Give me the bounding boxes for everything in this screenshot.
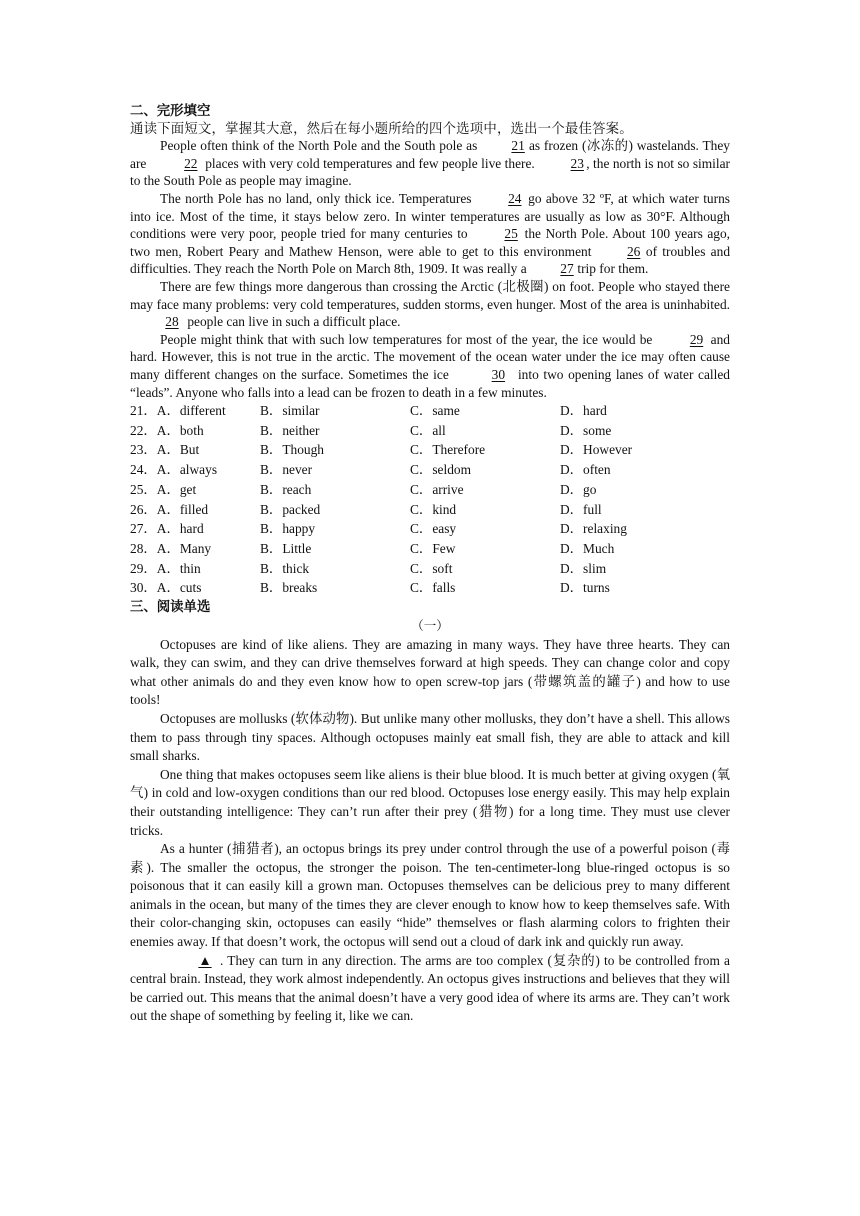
option-d[interactable]: D．full <box>560 501 602 517</box>
text: People often think of the North Pole and the South pole as <box>160 138 482 154</box>
cloze-paragraph-3 <box>130 278 730 331</box>
section-2-title: 二、完形填空 <box>130 103 211 118</box>
option-b[interactable]: B．Little <box>260 540 312 556</box>
option-c[interactable]: C．falls <box>410 580 456 596</box>
section-2-instruction: 通读下面短文，掌握其大意，然后在每小题所给的四个选项中，选出一个最佳答案。 <box>130 120 633 136</box>
blank-26: 26 <box>626 243 641 259</box>
text: people can live in such a difficult place. <box>184 314 401 330</box>
text: and hard. However, this is not true in the arctic. The movement of the ocean water under the ice may often cause many different changes on the surface. Sometimes the ice <box>130 331 730 382</box>
cloze-paragraph-1 <box>130 137 730 190</box>
option-b[interactable]: B．breaks <box>260 580 318 596</box>
option-c[interactable]: C．kind <box>410 501 457 517</box>
option-c[interactable]: C．arrive <box>410 481 464 497</box>
text: People might think that with such low temperatures for most of the year, the ice would be <box>160 331 657 347</box>
text: as frozen (冰冻的) wastelands. They are <box>130 138 730 171</box>
blank-21: 21 <box>511 138 525 154</box>
blank-27: 27 <box>560 261 574 277</box>
option-a[interactable]: 23．A．But <box>130 442 200 458</box>
passage-paragraph: Octopuses are kind of like aliens. They are amazing in many ways. They have three hearts. They can walk, they can swim, and they can drive themselves forward at high speeds. They can change color and copy what other animals do and they even know how to open screw-top jars (带螺筑盖的罐子) and how to use tools! <box>130 636 730 708</box>
option-b[interactable]: B．never <box>260 462 313 478</box>
option-b[interactable]: B．packed <box>260 501 321 517</box>
cloze-paragraph-4 <box>130 331 730 401</box>
option-d[interactable]: D．often <box>560 462 611 478</box>
option-c[interactable]: C．same <box>410 403 460 419</box>
passage-paragraph-last <box>130 952 730 1026</box>
option-row <box>130 539 730 559</box>
blank-30: 30 <box>491 366 506 382</box>
option-b[interactable]: B．neither <box>260 422 320 438</box>
text: . They can turn in any direction. The arms are too complex (复杂的) to be controlled from a central brain. Instead, they work almost independently. An octopus gives instructions and believes that they will be carried out. This means that the animal doesn’t have a very good idea of where its arms are. They can’t work out the shape of something by feeling it, like we can. <box>130 952 730 1024</box>
blank-24: 24 <box>508 190 522 206</box>
document-page <box>130 102 730 1026</box>
option-a[interactable]: 26．A．filled <box>130 501 209 517</box>
text: The north Pole has no land, only thick ice. Temperatures <box>160 190 476 206</box>
blank-29: 29 <box>689 331 704 347</box>
option-row <box>130 578 730 598</box>
option-d[interactable]: D．slim <box>560 560 607 576</box>
option-b[interactable]: B．happy <box>260 521 316 537</box>
option-c[interactable]: C．seldom <box>410 462 472 478</box>
passage-paragraph: Octopuses are mollusks (软体动物). But unlike many other mollusks, they don’t have a shell. This allows them to pass through tiny spaces. Although octopuses mainly eat small fish, they are able to attack and kill small sharks. <box>130 710 730 764</box>
option-a[interactable]: 25．A．get <box>130 481 197 497</box>
option-a[interactable]: 21．A．different <box>130 403 226 419</box>
option-a[interactable]: 29．A．thin <box>130 560 201 576</box>
option-a[interactable]: 27．A．hard <box>130 521 204 537</box>
option-b[interactable]: B．Though <box>260 442 324 458</box>
option-d[interactable]: D．relaxing <box>560 521 627 537</box>
text: There are few things more dangerous than crossing the Arctic (北极圈) on foot. People who stayed there may face many problems: very cold temperatures, sudden storms, even hunger. Most of the area is uninhabited. <box>130 278 730 312</box>
option-row <box>130 401 730 421</box>
option-d[interactable]: D．some <box>560 422 612 438</box>
blank-22: 22 <box>184 155 198 171</box>
text: trip for them. <box>574 261 649 277</box>
option-b[interactable]: B．reach <box>260 481 312 497</box>
option-row <box>130 500 730 520</box>
passage-paragraph: As a hunter (捕猎者), an octopus brings its prey under control through the use of a powerful poison (毒素). The smaller the octopus, the stronger the poison. The ten-centimeter-long blue-ringed octopus is so poisonous that it can easily kill a grown man. Octopuses themselves can be delicious prey to many different animals in the ocean, but many of the times they are clever enough to know how to keep themselves safe. With their color-changing skin, octopuses can easily “hide” themselves or flash alarming colors to frighten their enemies away. If that doesn’t work, the octopus will send out a cloud of dark ink and quickly run away. <box>130 841 730 950</box>
option-row <box>130 519 730 539</box>
option-d[interactable]: D．However <box>560 442 633 458</box>
section-3-title: 三、阅读单选 <box>130 598 211 614</box>
text: , the north is not so similar to the South Pole as people may imagine. <box>130 155 731 189</box>
blank-23: 23 <box>570 155 584 171</box>
text: of troubles and difficulties. They reach the North Pole on March 8th, 1909. It was really a <box>130 243 731 277</box>
blank-28: 28 <box>165 314 179 330</box>
cloze-paragraph-2 <box>130 190 730 278</box>
option-row <box>130 559 730 579</box>
option-b[interactable]: B．thick <box>260 560 310 576</box>
option-c[interactable]: C．Therefore <box>410 442 486 458</box>
option-a[interactable]: 28．A．Many <box>130 540 212 556</box>
option-row <box>130 460 730 480</box>
reading-passage <box>130 636 730 1026</box>
passage-number: （一） <box>411 618 449 633</box>
option-d[interactable]: D．turns <box>560 580 610 596</box>
option-c[interactable]: C．soft <box>410 560 453 576</box>
text: the North Pole. About 100 years ago, two men, Robert Peary and Mathew Henson, were able to get to this environment <box>130 226 731 259</box>
text: into two opening lanes of water called “leads”. Anyone who falls into a lead can be frozen to death in a few minutes. <box>130 366 730 400</box>
text: go above 32 ºF, at which water turns into ice. Most of the time, it stays below zero. In winter temperatures are usually as low as 30°F. Although conditions were very poor, people tried for many centuries to <box>130 190 730 242</box>
option-row <box>130 421 730 441</box>
options-list <box>130 401 730 598</box>
option-c[interactable]: C．all <box>410 422 446 438</box>
option-d[interactable]: D．hard <box>560 403 607 419</box>
option-a[interactable]: 22．A．both <box>130 422 204 438</box>
passage-paragraph: One thing that makes octopuses seem like aliens is their blue blood. It is much better at giving oxygen (氧气) in cold and low-oxygen conditions than our red blood. Octopuses lose energy easily. This may help explain their outstanding intelligence: They can’t run after their prey (猎物) for a long time. They must use clever tricks. <box>130 766 730 838</box>
option-row <box>130 480 730 500</box>
option-c[interactable]: C．easy <box>410 521 457 537</box>
blank-25: 25 <box>504 226 518 242</box>
option-a[interactable]: 24．A．always <box>130 462 218 478</box>
option-d[interactable]: D．Much <box>560 540 615 556</box>
option-d[interactable]: D．go <box>560 481 597 497</box>
option-row <box>130 440 730 460</box>
option-b[interactable]: B．similar <box>260 403 320 419</box>
text: places with very cold temperatures and few people live there. <box>201 155 539 171</box>
triangle-blank: ▲ <box>198 952 212 968</box>
option-a[interactable]: 30．A．cuts <box>130 580 202 596</box>
option-c[interactable]: C．Few <box>410 540 456 556</box>
